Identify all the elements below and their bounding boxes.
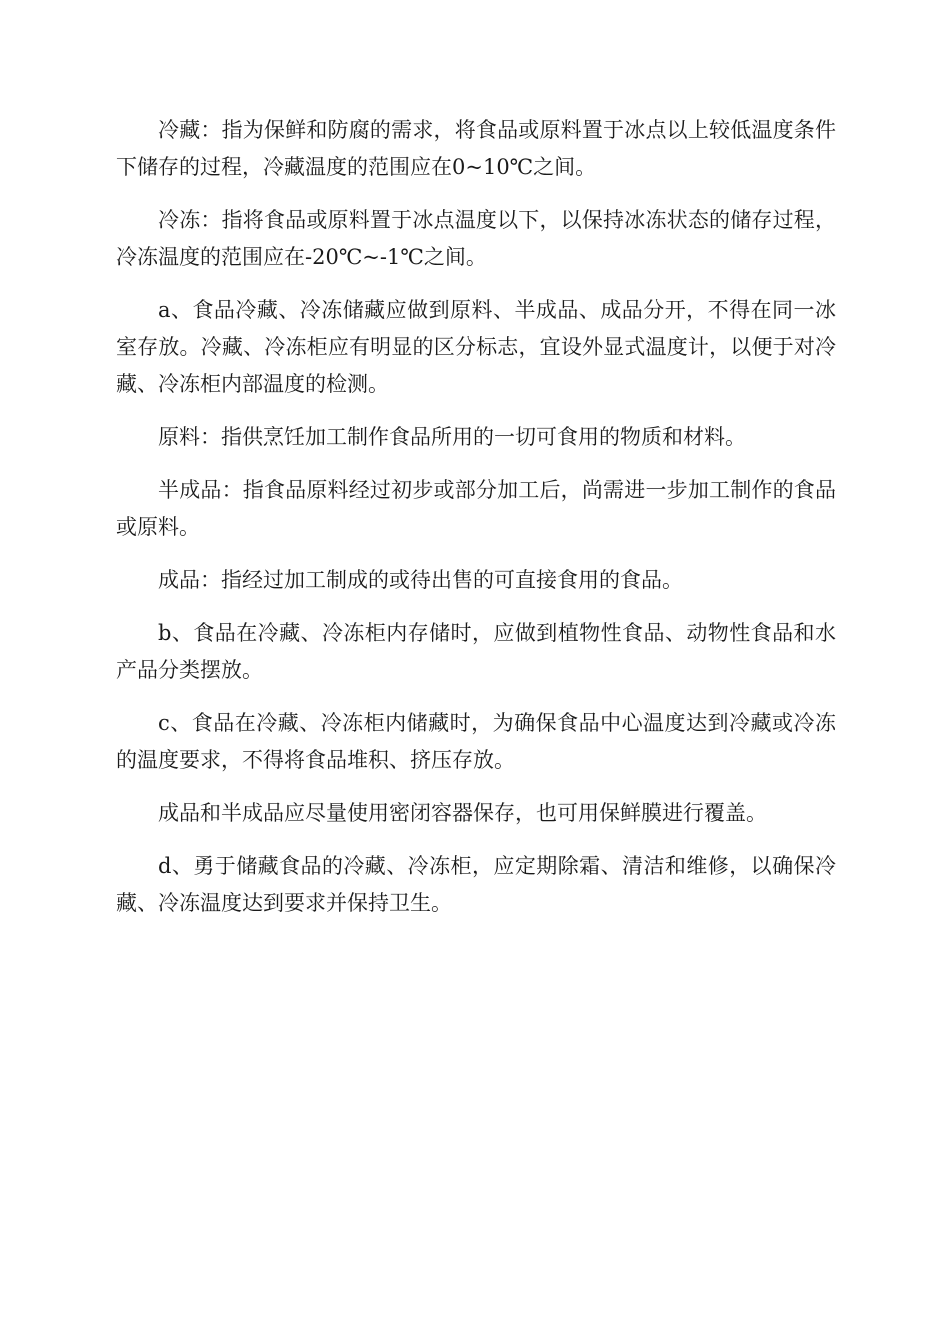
paragraph-rule-d: d、勇于储藏食品的冷藏、冷冻柜，应定期除霜、清洁和维修，以确保冷藏、冷冻温度达到要求并保持卫生。 xyxy=(116,854,836,915)
paragraph-rule-b: b、食品在冷藏、冷冻柜内存储时，应做到植物性食品、动物性食品和水产品分类摆放。 xyxy=(116,621,836,682)
paragraph-container-note: 成品和半成品应尽量使用密闭容器保存，也可用保鲜膜进行覆盖。 xyxy=(158,801,767,825)
paragraph-raw-material-definition: 原料：指供烹饪加工制作食品所用的一切可食用的物质和材料。 xyxy=(158,425,746,449)
paragraph-rule-c: c、食品在冷藏、冷冻柜内储藏时，为确保食品中心温度达到冷藏或冷冻的温度要求，不得将食品堆积、挤压存放。 xyxy=(116,711,836,772)
paragraph-semi-finished-definition: 半成品：指食品原料经过初步或部分加工后，尚需进一步加工制作的食品或原料。 xyxy=(116,478,836,539)
paragraph-rule-a: a、食品冷藏、冷冻储藏应做到原料、半成品、成品分开，不得在同一冰室存放。冷藏、冷冻柜应有明显的区分标志，宜设外显式温度计，以便于对冷藏、冷冻柜内部温度的检测。 xyxy=(116,298,836,396)
paragraph-cold-storage-definition: 冷藏：指为保鲜和防腐的需求，将食品或原料置于冰点以上较低温度条件下储存的过程，冷藏温度的范围应在0~10℃之间。 xyxy=(116,118,836,179)
paragraph-freezing-definition: 冷冻：指将食品或原料置于冰点温度以下，以保持冰冻状态的储存过程，冷冻温度的范围应在-20℃~-1℃之间。 xyxy=(116,208,836,269)
paragraph-finished-product-definition: 成品：指经过加工制成的或待出售的可直接食用的食品。 xyxy=(158,568,683,592)
document-body xyxy=(116,112,836,938)
